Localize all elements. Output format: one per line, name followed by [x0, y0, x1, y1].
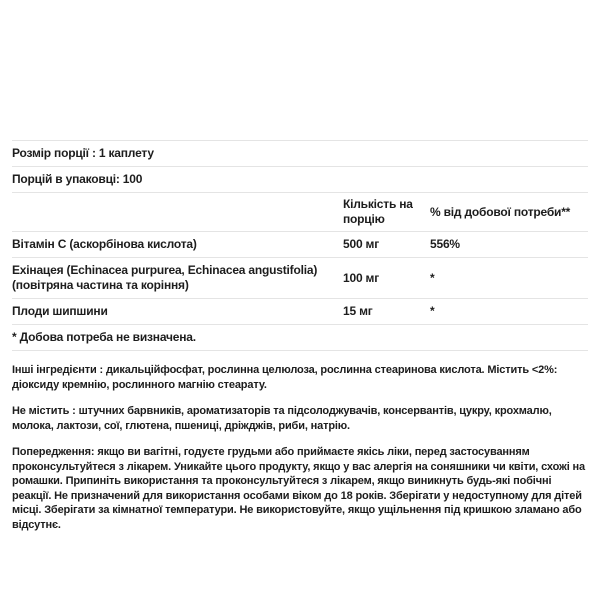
- ingredient-amount: 500 мг: [343, 237, 380, 251]
- warnings-label: Попередження:: [12, 446, 95, 458]
- serving-size-row: [12, 141, 588, 167]
- table-header-row: [12, 193, 588, 232]
- ingredient-amount: 15 мг: [343, 304, 373, 318]
- ingredient-name: Плоди шипшини: [12, 304, 108, 318]
- footnote-text: * Добова потреба не визначена.: [12, 330, 196, 344]
- does-not-contain-text: штучних барвників, ароматизаторів та підсолоджувачів, консервантів, цукру, крохмалю, молока, лактози, сої, глютена, пшениці, дріжджів, риби, натрію.: [12, 405, 552, 432]
- does-not-contain-label: Не містить :: [12, 405, 76, 417]
- table-row: [12, 232, 588, 258]
- ingredient-name: Ехінацея (Echinacea purpurea, Echinacea angustifolia) (повітряна частина та коріння): [12, 263, 318, 292]
- warnings-section: [12, 445, 588, 532]
- other-ingredients-text: дикальційфосфат, рослинна целюлоза, рослинна стеаринова кислота. Містить <2%: діоксиду кремнію, рослинного магнію стеарату.: [12, 364, 558, 391]
- warnings-text: якщо ви вагітні, годуєте грудьми або приймаєте якісь ліки, перед застосуванням проконсультуйтеся з лікарем. Уникайте цього продукту, якщо у вас алергія на соняшники чи квіти, схожі на ромашки. Припиніть використання та проконсультуйтеся з лікарем, якщо виникнуть будь-які побічні реакції. Не призначений для використання особами віком до 18 років. Зберігати у недоступному для дітей місці. Зберігати за кімнатної температури. Не використовуйте, якщо ущільнення під кришкою зламано або відсутнє.: [12, 446, 585, 531]
- ingredient-dv: *: [430, 270, 435, 285]
- supplement-label: [12, 140, 588, 532]
- servings-per-container-row: [12, 167, 588, 193]
- ingredient-amount: 100 мг: [343, 270, 380, 285]
- header-dv-cell: % від добової потреби**: [430, 204, 571, 219]
- servings-per-container-text: Порцій в упаковці: 100: [12, 172, 143, 186]
- table-row: [12, 258, 588, 299]
- table-row: [12, 299, 588, 325]
- does-not-contain-section: [12, 404, 588, 433]
- table-footnote-row: [12, 325, 588, 351]
- other-ingredients-section: [12, 363, 588, 392]
- ingredient-dv: 556%: [430, 237, 460, 251]
- ingredient-name: Вітамін C (аскорбінова кислота): [12, 237, 197, 251]
- ingredient-dv: *: [430, 304, 435, 318]
- other-ingredients-label: Інші інгредієнти :: [12, 364, 104, 376]
- header-amount-cell: Кількість на порцію: [343, 197, 413, 226]
- serving-size-text: Розмір порції : 1 каплету: [12, 146, 154, 160]
- supplement-facts-table: [12, 140, 588, 351]
